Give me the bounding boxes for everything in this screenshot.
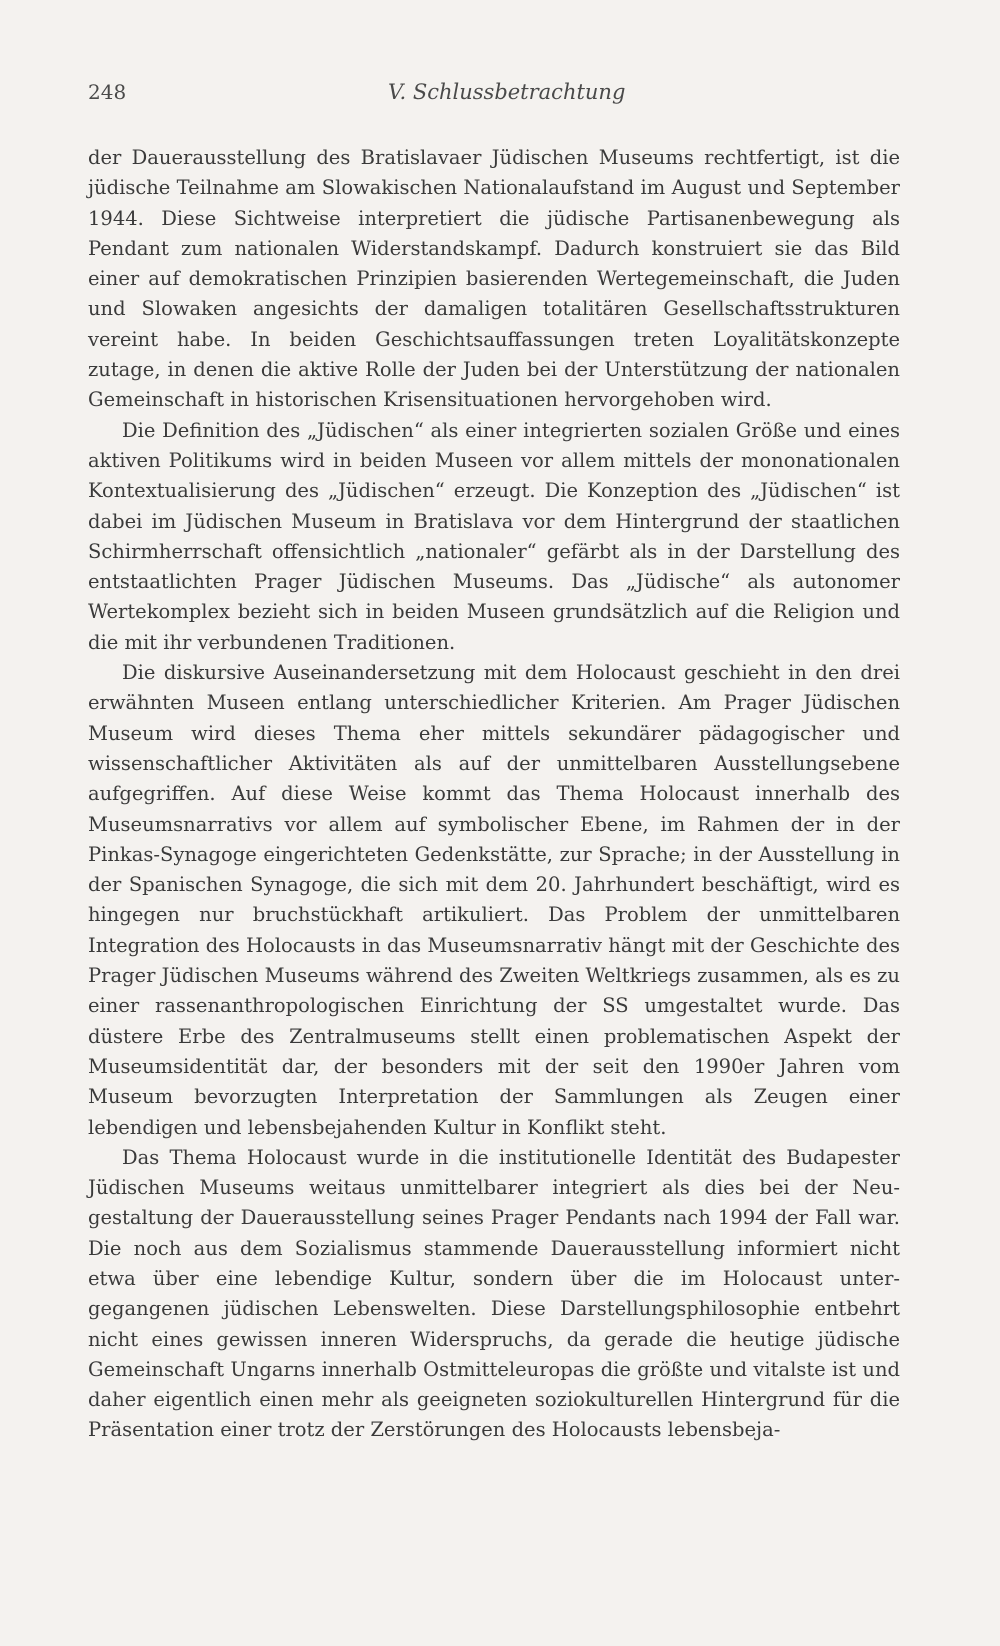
page-number: 248 [88,80,127,104]
paragraph-3: Die diskursive Auseinandersetzung mit dem Holocaust geschieht in den drei erwähnten Museen entlang unterschiedlicher Kriterien. Am Prager Jüdischen Museum wird dieses Thema eher mittels sekundärer pädagogischer und wissenschaftlicher Aktivitäten als auf der unmittelbaren Ausstellungsebene aufgegriffen. Auf diese Weise kommt das Thema Holocaust innerhalb des Museumsnarrativs vor allem auf symbolischer Ebene, im Rahmen der in der Pinkas-Synagoge eingerichteten Gedenkstätte, zur Sprache; in der Ausstellung in der Spanischen Synagoge, die sich mit dem 20. Jahrhundert beschäftigt, wird es hingegen nur bruchstückhaft artikuliert. Das Problem der unmittelbaren Integration des Holocausts in das Museumsnarrativ hängt mit der Geschichte des Prager Jüdischen Museums während des Zweiten Weltkriegs zusammen, als es zu einer rassenanthropologischen Einrichtung der SS umgestaltet wurde. Das düstere Erbe des Zentralmuseums stellt einen problematischen Aspekt der Museumsidentität dar, der besonders mit der seit den 1990er Jahren vom Museum bevorzugten Interpretation der Sammlungen als Zeugen einer lebendigen und lebensbejahenden Kultur in Konflikt steht. [88,661,900,1139]
running-head: V. Schlussbetrachtung [388,80,626,104]
body-text [88,143,900,1446]
paragraph-4: Das Thema Holocaust wurde in die institutionelle Identität des Budapester Jüdischen Museums weitaus unmittelbarer integriert als dies bei der Neugestaltung der Dauerausstellung seines Prager Pendants nach 1994 der Fall war. Die noch aus dem Sozialismus stammende Dauerausstellung informiert nicht etwa über eine lebendige Kultur, sondern über die im Holocaust untergegangenen jüdischen Lebenswelten. Diese Darstellungsphilosophie entbehrt nicht eines gewissen inneren Widerspruchs, da gerade die heutige jüdische Gemeinschaft Ungarns innerhalb Ostmitteleuropas die größte und vitalste ist und daher eigentlich einen mehr als geeigneten soziokulturellen Hintergrund für die Präsentation einer trotz der Zerstörungen des Holocausts lebensbeja- [88,1145,900,1442]
paragraph-1: der Dauerausstellung des Bratislavaer Jüdischen Museums rechtfertigt, ist die jüdische Teilnahme am Slowakischen Nationalaufstand im August und September 1944. Diese Sichtweise interpretiert die jüdische Partisanenbewegung als Pendant zum nationalen Widerstandskampf. Dadurch konstruiert sie das Bild einer auf demokratischen Prinzipien basierenden Wertegemeinschaft, die Juden und Slowaken angesichts der damaligen totalitären Gesellschaftsstrukturen vereint habe. In beiden Geschichtsauffassungen treten Loyalitätskonzepte zutage, in denen die aktive Rolle der Juden bei der Unterstützung der nationalen Gemeinschaft in historischen Krisensituationen hervorgehoben wird. [88,146,900,412]
page-header [88,80,900,114]
paragraph-2: Die Definition des „Jüdischen“ als einer integrierten sozialen Größe und eines aktiven Politikums wird in beiden Museen vor allem mittels der mononationalen Kontextualisierung des „Jüdischen“ erzeugt. Die Konzeption des „Jüdischen“ ist dabei im Jüdischen Museum in Bratislava vor dem Hintergrund der staatlichen Schirmherrschaft offensichtlich „nationaler“ gefärbt als in der Darstellung des entstaatlichten Prager Jüdischen Museums. Das „Jüdische“ als autonomer Wertekomplex bezieht sich in beiden Museen grundsätzlich auf die Religion und die mit ihr verbundenen Traditionen. [88,418,900,654]
